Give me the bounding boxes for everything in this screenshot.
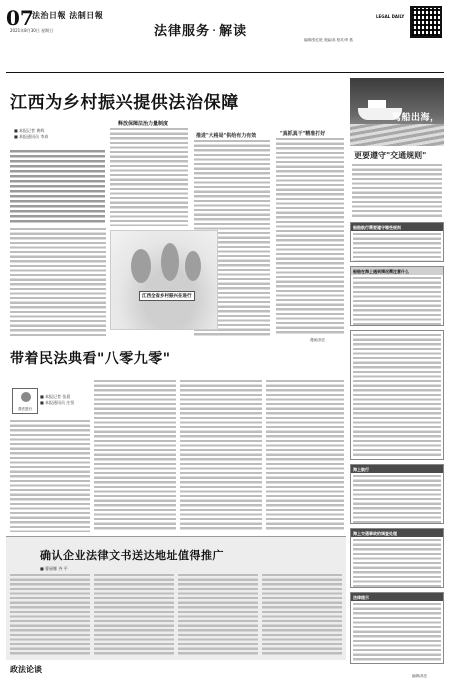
- article1-column-0: [10, 228, 106, 336]
- sidebar: [350, 78, 444, 670]
- article3-headline: 确认企业法律文书送达地址值得推广: [40, 549, 224, 562]
- article1-byline-reporter: ■ 本报记者 黄辉: [14, 128, 45, 133]
- sidebar-box-3: [350, 330, 444, 460]
- article3-column-4: [262, 574, 342, 656]
- article3-byline: ■ 曹丽娜 齐 平: [40, 566, 68, 571]
- article2-column-2: [94, 380, 176, 532]
- sidebar-box-1: [350, 222, 444, 262]
- sidebar-box-4: [350, 464, 444, 524]
- sidebar-box-2-heading: 船舶在海上遇到情况需注意什么: [351, 267, 443, 275]
- sidebar-intro-text: [352, 164, 442, 218]
- article1-subhead-2: 推进"大格局"供给有力有效: [196, 133, 257, 139]
- article3-column-3: [178, 574, 258, 656]
- illustration-credit: 漫画/高岳: [310, 338, 326, 342]
- masthead-divider: [6, 72, 444, 73]
- issue-date: 2021年8月30日 星期日: [10, 28, 54, 33]
- article2-headline: 带着民法典看"八零九零": [10, 351, 171, 367]
- article2-byline: [40, 394, 74, 406]
- article3-column-2: [94, 574, 174, 656]
- sidebar-box-2: [350, 266, 444, 326]
- sidebar-banner-title: 驾船出海，: [392, 113, 440, 123]
- sidebar-box-6: [350, 592, 444, 664]
- illustration-caption: 江西全省乡村振兴在进行: [139, 291, 195, 301]
- section-separator: ·: [212, 24, 218, 39]
- paper-name: 法治日報 法制日報: [32, 11, 104, 20]
- sidebar-box-4-heading: 海上航行: [351, 465, 443, 473]
- editor-credits: 编辑/张红艳 美编/高 校对/李 燕: [304, 38, 353, 42]
- article2-tag-label: 普法进行: [18, 407, 32, 411]
- article2-byline-reporter: ■ 本报记者 张晨: [40, 394, 71, 399]
- qr-code-icon: [410, 6, 442, 38]
- footer-editor: 编辑/高岳: [412, 674, 428, 678]
- article2-byline-correspondent: ■ 本报通讯员 庄恒: [40, 400, 75, 405]
- article1-column-1: [110, 128, 188, 226]
- article1-illustration: [110, 230, 218, 330]
- legal-daily-label: LEGAL DAILY: [376, 14, 405, 19]
- article2-tag: [12, 388, 38, 414]
- sidebar-banner-subtitle: 更要遵守"交通规则": [354, 151, 427, 160]
- column-logo: 政法论谈: [10, 664, 42, 674]
- sidebar-box-1-heading: 船舶航行需要遵守哪些规则: [351, 223, 443, 231]
- section-title-b: 解读: [219, 24, 248, 39]
- article2-column-1: [10, 420, 90, 532]
- article2-column-3: [180, 380, 262, 532]
- article1-subhead-3: "真抓真干"精准打好: [280, 131, 326, 137]
- sidebar-box-6-heading: 法律提示: [351, 593, 443, 601]
- article1-lead-paragraph: [10, 150, 105, 225]
- article1-byline: [14, 128, 48, 140]
- sidebar-box-5-heading: 海上交通事故的调查处理: [351, 529, 443, 537]
- section-title: [154, 20, 247, 39]
- article1-byline-correspondent: ■ 本报通讯员 李真: [14, 134, 49, 139]
- masthead: [6, 4, 444, 68]
- article1-subhead-1: 释放保障法治力量制度: [118, 121, 169, 127]
- page-number: 07: [6, 6, 34, 30]
- article3-column-1: [10, 574, 90, 656]
- section-title-a: 法律服务: [154, 24, 211, 39]
- article1-headline: 江西为乡村振兴提供法治保障: [10, 93, 239, 113]
- sidebar-box-5: [350, 528, 444, 588]
- article1-column-3: [276, 138, 344, 334]
- article2-column-4: [266, 380, 344, 532]
- law-education-icon: [21, 392, 31, 402]
